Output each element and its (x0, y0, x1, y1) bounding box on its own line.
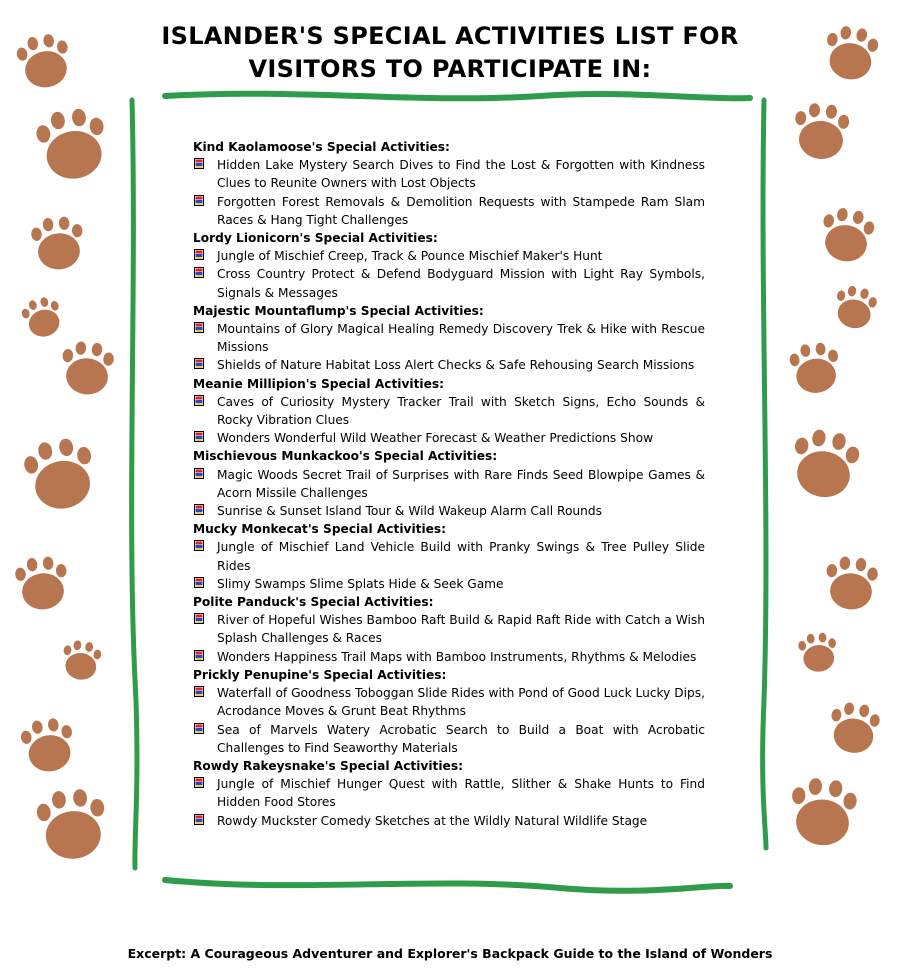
book-bullet-icon (194, 504, 204, 515)
list-item (193, 721, 705, 757)
list-item (193, 429, 705, 447)
list-item-text: River of Hopeful Wishes Bamboo Raft Build & Rapid Raft Ride with Catch a Wish Splash Challenges & Races (217, 613, 705, 646)
list-item-text: Forgotten Forest Removals & Demolition Requests with Stampede Ram Slam Races & Hang Tight Challenges (217, 194, 705, 227)
book-bullet-icon (194, 468, 204, 479)
list-item (193, 466, 705, 502)
group-title: Majestic Mountaflump's Special Activities: (193, 303, 484, 318)
group-title: Lordy Lionicorn's Special Activities: (193, 231, 438, 246)
list-item-text: Rowdy Muckster Comedy Sketches at the Wildly Natural Wildlife Stage (217, 813, 648, 828)
activity-group (193, 375, 705, 448)
list-item (193, 393, 705, 429)
list-item (193, 193, 705, 229)
book-bullet-icon (194, 358, 204, 369)
activity-group (193, 229, 705, 302)
list-item-text: Waterfall of Goodness Toboggan Slide Rides with Pond of Good Luck Lucky Dips, Acrodance Moves & Grunt Beat Rhythms (217, 686, 705, 719)
list-item-text: Mountains of Glory Magical Healing Remedy Discovery Trek & Hike with Rescue Missions (217, 322, 705, 355)
title-line-1: ISLANDER'S SPECIAL ACTIVITIES LIST FOR (161, 22, 739, 50)
group-title: Mischievous Munkackoo's Special Activities: (193, 449, 498, 464)
paw-print-icon (14, 31, 74, 91)
list-item (193, 648, 705, 666)
book-bullet-icon (194, 158, 204, 169)
paw-print-icon (21, 435, 99, 514)
activity-group (193, 666, 705, 757)
list-item (193, 247, 705, 265)
paw-print-icon (831, 283, 879, 332)
book-bullet-icon (194, 540, 204, 551)
paw-print-icon (787, 426, 862, 502)
list-item (193, 156, 705, 192)
list-item-text: Cross Country Protect & Defend Bodyguard Mission with Light Ray Symbols, Signals & Messages (217, 267, 705, 300)
paw-print-icon (827, 700, 882, 756)
list-item-text: Caves of Curiosity Mystery Tracker Trail with Sketch Signs, Echo Sounds & Rocky Vibration Clues (217, 394, 705, 428)
activity-group (193, 757, 705, 830)
group-title: Meanie Millipion's Special Activities: (193, 376, 444, 391)
group-title: Polite Panduck's Special Activities: (193, 595, 434, 610)
list-item-text: Sunrise & Sunset Island Tour & Wild Wakeup Alarm Call Rounds (217, 504, 602, 519)
paw-print-icon (19, 294, 65, 341)
activity-group (193, 447, 705, 520)
list-item-text: Jungle of Mischief Creep, Track & Pounce Mischief Maker's Hunt (217, 249, 603, 264)
activity-group (193, 138, 705, 229)
paw-print-icon (822, 24, 880, 83)
book-bullet-icon (194, 195, 204, 206)
book-bullet-icon (194, 395, 204, 406)
book-bullet-icon (194, 686, 204, 697)
paw-print-icon (797, 632, 838, 674)
list-item (193, 538, 705, 574)
paw-print-icon (792, 102, 851, 161)
list-item (193, 502, 705, 520)
book-bullet-icon (194, 577, 204, 588)
group-title: Kind Kaolamoose's Special Activities: (193, 140, 450, 154)
list-item (193, 611, 705, 647)
book-bullet-icon (194, 322, 204, 333)
list-item (193, 320, 705, 356)
book-bullet-icon (194, 249, 204, 260)
list-item (193, 265, 705, 301)
list-item-text: Sea of Marvels Watery Acrobatic Search to Build a Boat with Acrobatic Challenges to Find Seaworthy Materials (217, 722, 705, 755)
book-bullet-icon (194, 613, 204, 624)
paw-print-icon (35, 787, 108, 861)
paw-print-icon (59, 340, 115, 397)
list-item-text: Shields of Nature Habitat Loss Alert Checks & Safe Rehousing Search Missions (217, 358, 695, 373)
list-item (193, 812, 705, 830)
list-item-text: Magic Woods Secret Trail of Surprises with Rare Finds Seed Blowpipe Games & Acorn Missile Challenges (217, 467, 705, 500)
activity-group (193, 593, 705, 666)
list-item-text: Wonders Happiness Trail Maps with Bamboo Instruments, Rhythms & Melodies (217, 649, 697, 664)
list-item (193, 356, 705, 374)
title-line-2: VISITORS TO PARTICIPATE IN: (248, 55, 652, 83)
activity-group (193, 302, 705, 375)
activities-list (193, 138, 705, 830)
book-bullet-icon (194, 777, 204, 788)
paw-print-icon (14, 555, 70, 612)
list-item-text: Wonders Wonderful Wild Weather Forecast & Weather Predictions Show (217, 431, 654, 446)
activity-group (193, 520, 705, 593)
list-item (193, 575, 705, 593)
book-bullet-icon (194, 267, 204, 278)
list-item (193, 775, 705, 811)
footer-excerpt: Excerpt: A Courageous Adventurer and Explorer's Backpack Guide to the Island of Wonders (127, 946, 773, 961)
book-bullet-icon (194, 723, 204, 734)
paw-print-icon (817, 205, 877, 265)
book-bullet-icon (194, 650, 204, 661)
paw-print-icon (823, 555, 879, 612)
list-item-text: Jungle of Mischief Hunger Quest with Rattle, Slither & Shake Hunts to Find Hidden Food Stores (217, 777, 705, 810)
group-title: Rowdy Rakeysnake's Special Activities: (193, 758, 463, 773)
paw-print-icon (788, 341, 842, 395)
paw-print-icon (30, 215, 86, 272)
paw-print-icon (787, 776, 858, 848)
list-item-text: Jungle of Mischief Land Vehicle Build with Pranky Swings & Tree Pulley Slide Rides (217, 540, 705, 573)
paw-print-icon (34, 106, 110, 183)
group-title: Prickly Penupine's Special Activities: (193, 667, 447, 682)
list-item (193, 684, 705, 720)
book-bullet-icon (194, 431, 204, 442)
paw-print-icon (19, 716, 77, 775)
group-title: Mucky Monkecat's Special Activities: (193, 522, 447, 537)
list-item-text: Hidden Lake Mystery Search Dives to Find the Lost & Forgotten with Kindness Clues to Reunite Owners with Lost Objects (217, 158, 705, 191)
list-item-text: Slimy Swamps Slime Splats Hide & Seek Game (217, 576, 504, 591)
book-bullet-icon (194, 814, 204, 825)
paw-print-icon (60, 639, 103, 682)
